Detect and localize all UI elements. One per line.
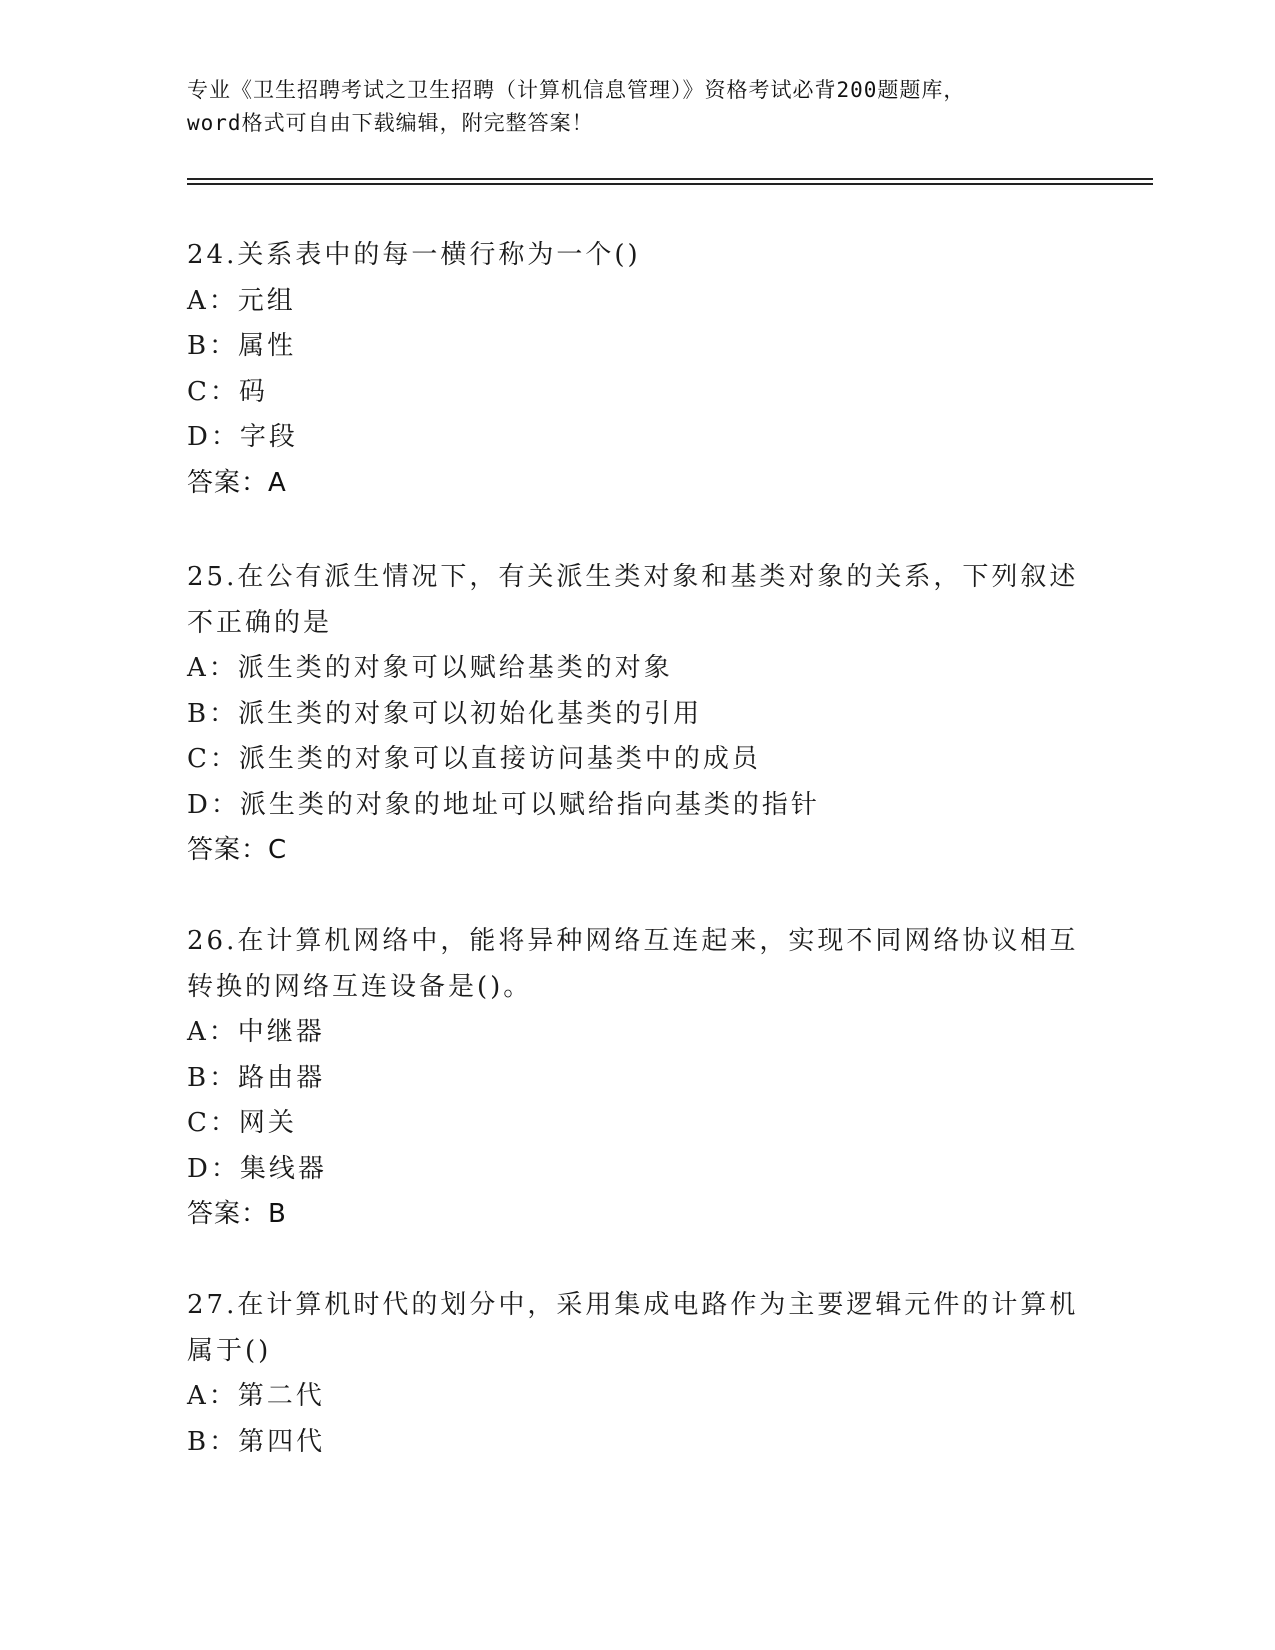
- header-divider-top: [187, 178, 1153, 180]
- option-c: C：网关: [187, 1108, 297, 1138]
- option-b: B：属性: [187, 331, 297, 361]
- answer-line: 答案：B: [187, 1199, 287, 1229]
- header-line-1: 专业《卫生招聘考试之卫生招聘（计算机信息管理）》资格考试必背200题题库，: [187, 78, 966, 102]
- option-b: B：第四代: [187, 1426, 326, 1457]
- question-26: [187, 919, 1087, 1238]
- answer-line: 答案：C: [187, 835, 288, 865]
- header-line-2: word格式可自由下载编辑，附完整答案！: [187, 111, 594, 135]
- document-header: [187, 74, 1087, 140]
- question-stem-continued: 不正确的是: [187, 607, 333, 638]
- question-stem-continued: 属于(): [187, 1335, 272, 1366]
- question-stem: 24.关系表中的每一横行称为一个(): [187, 240, 641, 270]
- option-a: A：派生类的对象可以赋给基类的对象: [187, 653, 673, 683]
- header-divider-bottom: [187, 183, 1153, 185]
- option-a: A：第二代: [187, 1381, 325, 1411]
- option-a: A：元组: [187, 285, 296, 316]
- option-d: D：集线器: [187, 1153, 327, 1184]
- question-27: [187, 1283, 1087, 1465]
- option-c: C：派生类的对象可以直接访问基类中的成员: [187, 744, 761, 774]
- question-stem: 26.在计算机网络中，能将异种网络互连起来，实现不同网络协议相互: [187, 926, 1079, 956]
- option-b: B：路由器: [187, 1062, 326, 1093]
- question-stem: 27.在计算机时代的划分中，采用集成电路作为主要逻辑元件的计算机: [187, 1290, 1079, 1320]
- option-a: A：中继器: [187, 1017, 325, 1047]
- question-stem-continued: 转换的网络互连设备是()。: [187, 971, 533, 1002]
- question-24: [187, 233, 1087, 506]
- question-25: [187, 555, 1087, 874]
- question-stem: 25.在公有派生情况下，有关派生类对象和基类对象的关系，下列叙述: [187, 562, 1079, 592]
- option-d: D：字段: [187, 422, 298, 452]
- answer-line: 答案：A: [187, 467, 287, 498]
- option-c: C：码: [187, 376, 268, 407]
- option-d: D：派生类的对象的地址可以赋给指向基类的指针: [187, 789, 820, 820]
- option-b: B：派生类的对象可以初始化基类的引用: [187, 698, 703, 729]
